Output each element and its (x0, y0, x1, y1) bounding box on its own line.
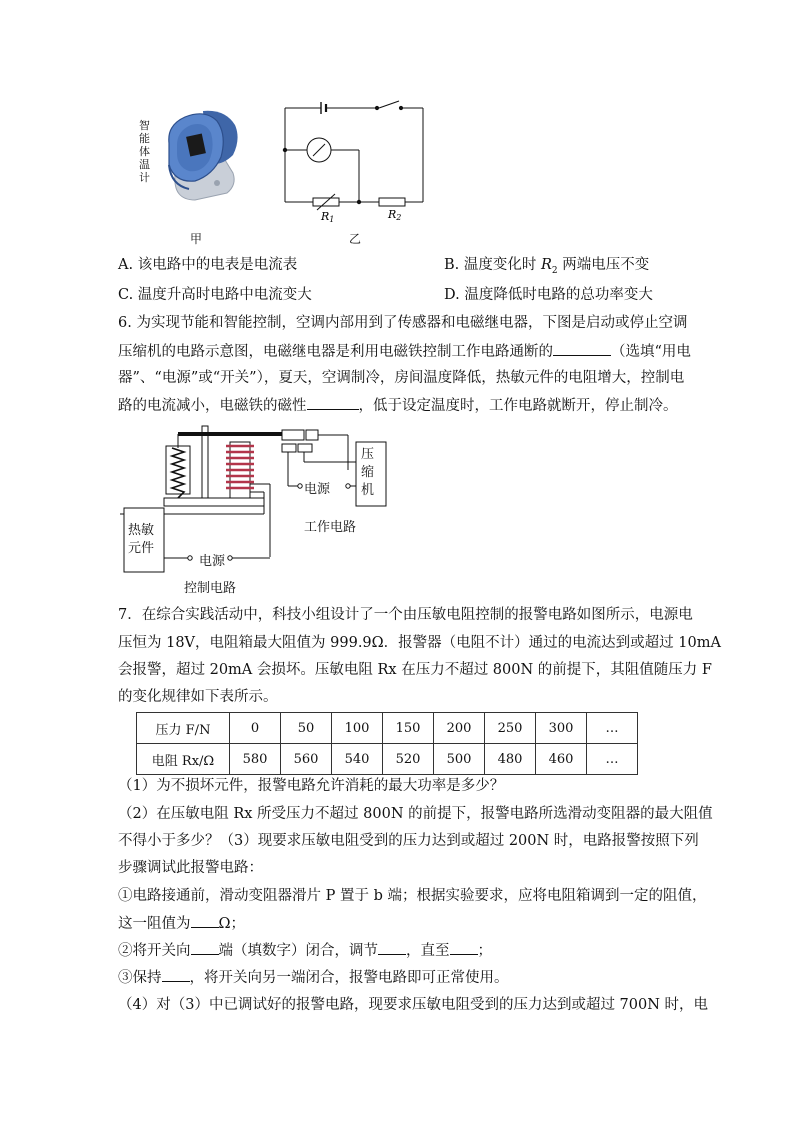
label-r1: R1 (321, 210, 335, 224)
ctrl-circuit-label: 控制电路 (184, 581, 237, 596)
step2-blank-2 (378, 940, 406, 955)
table-cell: 500 (434, 744, 485, 775)
q6-line1: 6. 为实现节能和智能控制，空调内部用到了传感器和电磁继电器，下图是启动或停止空调 (118, 315, 688, 331)
table-header-pressure: 压力 F/N (137, 713, 230, 744)
table-row-resistance (137, 744, 638, 775)
q7-line1: 7．在综合实践活动中，科技小组设计了一个由压敏电阻控制的报警电路如图所示，电源电 (118, 607, 693, 623)
table-cell: 100 (332, 713, 383, 744)
q7-step1-line2: 这一阻值为 Ω； (118, 913, 245, 934)
caption-jia: 甲 (190, 232, 203, 246)
table-cell: 0 (230, 713, 281, 744)
step2-blank-1 (191, 940, 219, 955)
q7-step2: ②将开关向 端（填数字）闭合，调节 ，直至 ； (118, 940, 492, 961)
table-cell: 250 (485, 713, 536, 744)
thermistor-label: 热敏元件 (128, 523, 155, 556)
q6-line2: 压缩机的电路示意图，电磁继电器是利用电磁铁控制工作电路通断的 （选填“用电 (118, 341, 691, 362)
table-cell: 460 (536, 744, 587, 775)
label-r2: R2 (388, 208, 402, 222)
thermometer-watch-image (155, 105, 245, 215)
step2-blank-3 (450, 940, 478, 955)
option-c: C. 温度升高时电路中电流变大 (118, 287, 312, 303)
q7-line2: 压恒为 18V，电阻箱最大阻值为 999.9Ω．报警器（电阻不计）通过的电流达到或超过 10mA (118, 635, 721, 651)
q7-sub2-line2: 不得小于多少？（3）现要求压敏电阻受到的压力达到或超过 200N 时，电路报警按照下列 (118, 833, 699, 849)
table-cell: 300 (536, 713, 587, 744)
pressure-resistance-table (136, 712, 638, 775)
caption-yi: 乙 (349, 232, 362, 246)
table-cell: … (587, 744, 638, 775)
q7-sub1: （1）为不损坏元件，报警电路允许消耗的最大功率是多少？ (118, 778, 505, 794)
step1-blank (191, 913, 219, 928)
option-b: B. 温度变化时 $R_2$ 两端电压不变 (444, 257, 650, 276)
circuit-diagram-yi (275, 90, 435, 230)
table-cell: 560 (281, 744, 332, 775)
table-cell: 580 (230, 744, 281, 775)
watch-vertical-label: 智能体温计 (139, 119, 150, 184)
q7-sub2-line3: 步骤调试此报警电路： (118, 860, 263, 876)
q6-blank-2 (307, 395, 359, 410)
q6-line3: 器”、“电源”或“开关”），夏天，空调制冷，房间温度降低，热敏元件的电阻增大，控制电 (118, 370, 685, 386)
q6-blank-1 (553, 341, 611, 356)
q7-line3: 会报警，超过 20mA 会损坏。压敏电阻 Rx 在压力不超过 800N 的前提下，其阻值随压力 F (118, 662, 712, 678)
relay-circuit-diagram (120, 422, 400, 577)
q6-line4: 路的电流减小，电磁铁的磁性 ，低于设定温度时，工作电路就断开，停止制冷。 (118, 395, 678, 416)
q7-line4: 的变化规律如下表所示。 (118, 689, 278, 705)
table-cell: … (587, 713, 638, 744)
q7-step1-line1: ①电路接通前，滑动变阻器滑片 P 置于 b 端；根据实验要求，应将电阻箱调到一定的阻值， (118, 888, 707, 904)
table-cell: 540 (332, 744, 383, 775)
q7-sub4: （4）对（3）中已调试好的报警电路，现要求压敏电阻受到的压力达到或超过 700N 时，电 (118, 997, 709, 1013)
table-header-resistance: 电阻 Rx/Ω (137, 744, 230, 775)
compressor-label: 压缩机 (361, 447, 375, 498)
option-a: A. 该电路中的电表是电流表 (118, 257, 298, 273)
step3-blank (162, 967, 190, 982)
table-cell: 50 (281, 713, 332, 744)
table-cell: 520 (383, 744, 434, 775)
work-power-label: 电源 (304, 482, 331, 497)
table-cell: 150 (383, 713, 434, 744)
option-d: D. 温度降低时电路的总功率变大 (444, 287, 653, 303)
table-row-pressure (137, 713, 638, 744)
table-cell: 480 (485, 744, 536, 775)
table-cell: 200 (434, 713, 485, 744)
ctrl-power-label: 电源 (199, 554, 226, 569)
q7-sub2-line1: （2）在压敏电阻 Rx 所受压力不超过 800N 的前提下，报警电路所选滑动变阻器的最大阻值 (118, 806, 713, 822)
watch-figure (135, 105, 245, 246)
q7-step3: ③保持 ，将开关向另一端闭合，报警电路即可正常使用。 (118, 967, 509, 988)
work-circuit-label: 工作电路 (304, 520, 357, 535)
